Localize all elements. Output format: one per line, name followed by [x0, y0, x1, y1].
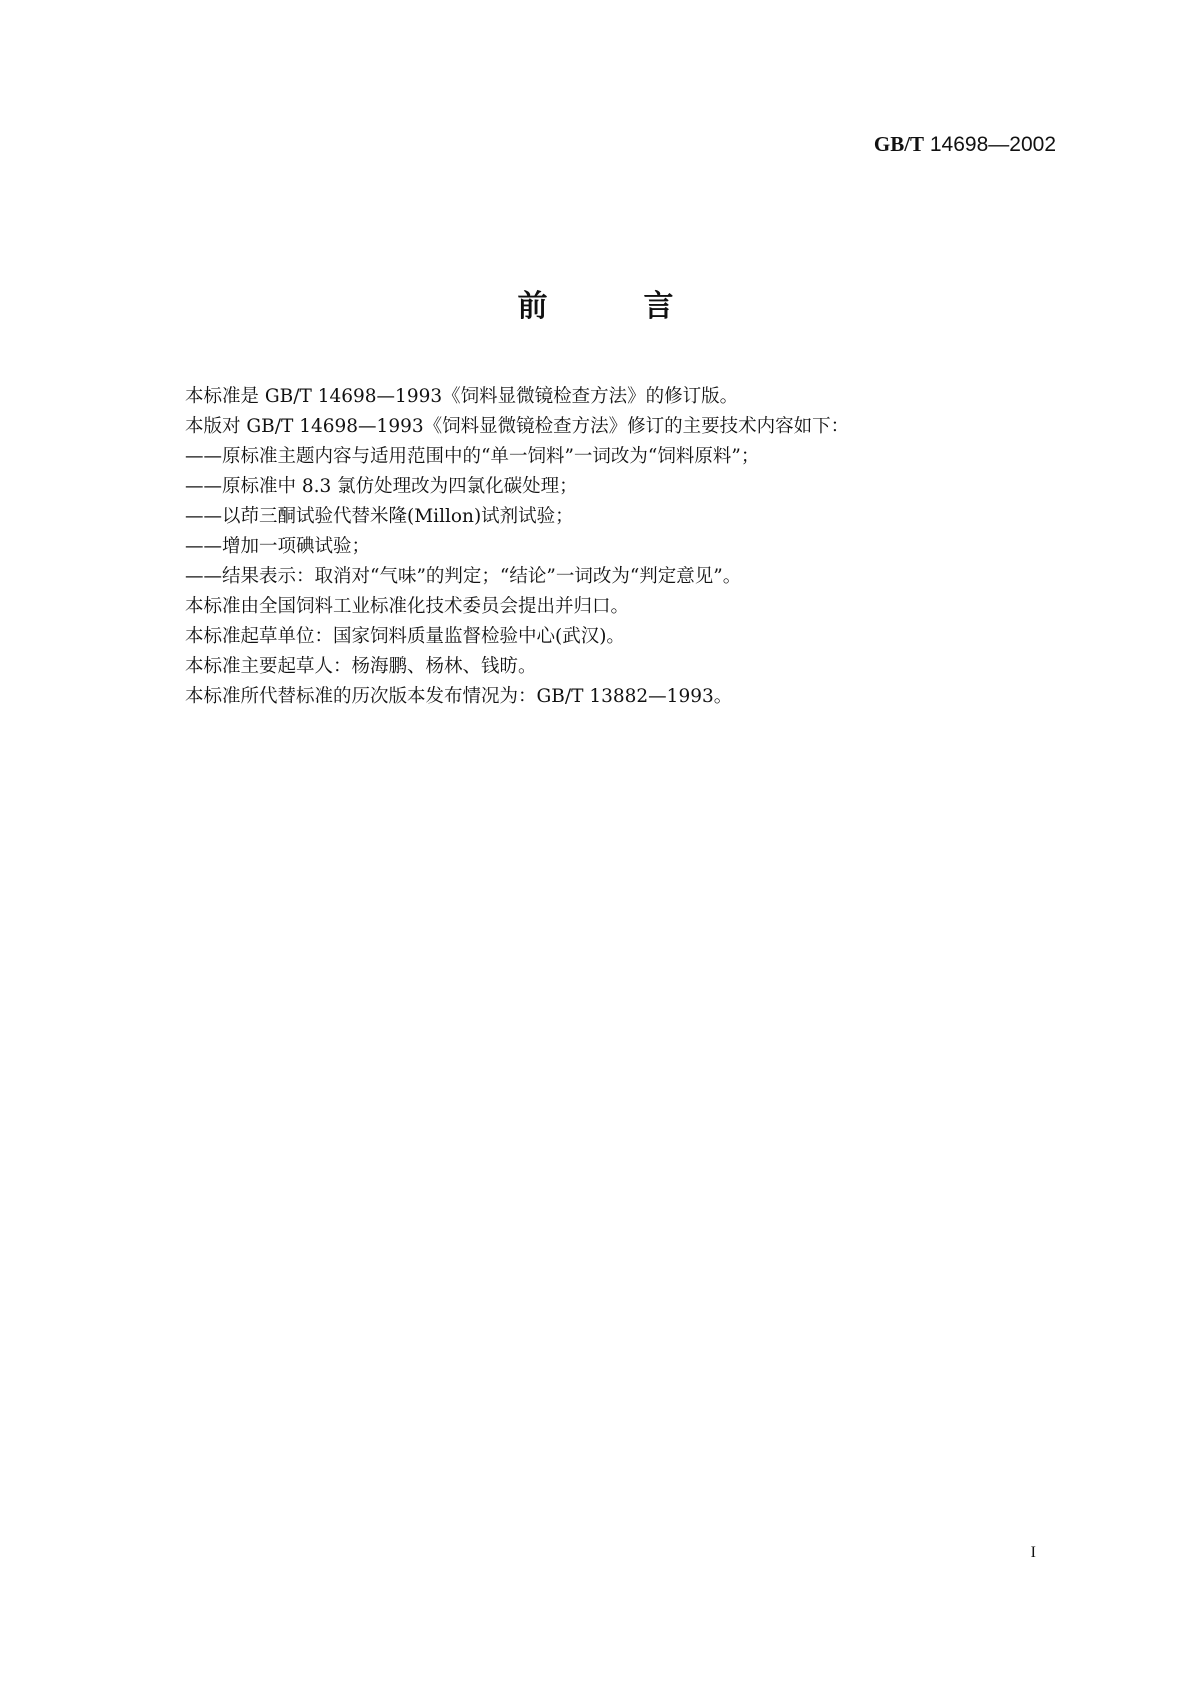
foreword-line: 本标准所代替标准的历次版本发布情况为：GB/T 13882—1993。: [185, 686, 733, 707]
foreword-line: ——增加一项碘试验；: [185, 536, 371, 557]
foreword-line: 本标准是 GB/T 14698—1993《饲料显微镜检查方法》的修订版。: [185, 386, 739, 407]
foreword-line: 本标准由全国饲料工业标准化技术委员会提出并归口。: [185, 596, 630, 617]
page-number: I: [1030, 1544, 1036, 1561]
title-part-1: 前: [517, 289, 548, 324]
foreword-line: ——以茚三酮试验代替米隆(Millon)试剂试验；: [185, 506, 574, 527]
foreword-line: 本标准起草单位：国家饲料质量监督检验中心(武汉)。: [185, 626, 625, 647]
document-code-prefix: GB/T: [873, 132, 925, 156]
document-code-number: 14698—2002: [924, 133, 1056, 156]
foreword-line: 本标准主要起草人：杨海鹏、杨林、钱昉。: [185, 656, 537, 677]
foreword-line: ——结果表示：取消对“气味”的判定；“结论”一词改为“判定意见”。: [185, 566, 742, 587]
foreword-line: 本版对 GB/T 14698—1993《饲料显微镜检查方法》修订的主要技术内容如下：: [185, 416, 850, 437]
page-title: [0, 281, 1191, 325]
document-code: [874, 132, 1056, 157]
title-part-2: 言: [643, 289, 674, 324]
foreword-body: [185, 382, 1045, 712]
foreword-line: ——原标准主题内容与适用范围中的“单一饲料”一词改为“饲料原料”；: [185, 446, 760, 467]
foreword-line: ——原标准中 8.3 氯仿处理改为四氯化碳处理；: [185, 476, 578, 497]
